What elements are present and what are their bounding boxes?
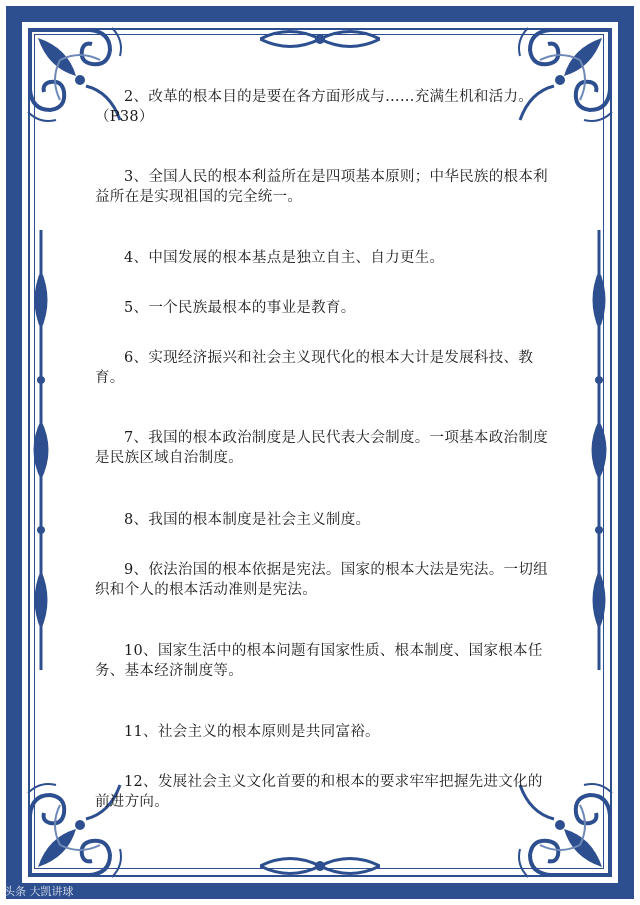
paragraph-item: 12、发展社会主义文化首要的和根本的要求牢牢把握先进文化的前进方向。 [95, 774, 543, 810]
paragraph-item: 5、一个民族最根本的事业是教育。 [124, 300, 356, 316]
right-side-ornament-icon [584, 230, 614, 670]
paragraph-item: 10、国家生活中的根本问题有国家性质、根本制度、国家根本任务、基本经济制度等。 [95, 643, 543, 679]
paragraph-item: 9、依法治国的根本依据是宪法。国家的根本大法是宪法。一切组织和个人的根本活动准则是宪法。 [95, 562, 548, 598]
paragraph-item: 7、我国的根本政治制度是人民代表大会制度。一项基本政治制度是民族区域自治制度。 [95, 430, 548, 466]
paragraph-item: 3、全国人民的根本利益所在是四项基本原则；中华民族的根本利益所在是实现祖国的完全统一。 [95, 169, 548, 205]
top-center-ornament-icon [260, 24, 380, 54]
left-side-ornament-icon [26, 230, 56, 670]
paragraph-item: 8、我国的根本制度是社会主义制度。 [124, 512, 371, 528]
paragraph-item: 4、中国发展的根本基点是独立自主、自力更生。 [124, 250, 445, 266]
watermark: 头条 大凯讲球 [4, 885, 74, 898]
bottom-center-ornament-icon [260, 851, 380, 881]
paragraph-item: 6、实现经济振兴和社会主义现代化的根本大计是发展科技、教育。 [95, 350, 534, 386]
paragraph-item: 11、社会主义的根本原则是共同富裕。 [124, 724, 380, 740]
paragraph-item: 2、改革的根本目的是要在各方面形成与……充满生机和活力。（P38） [95, 89, 534, 125]
